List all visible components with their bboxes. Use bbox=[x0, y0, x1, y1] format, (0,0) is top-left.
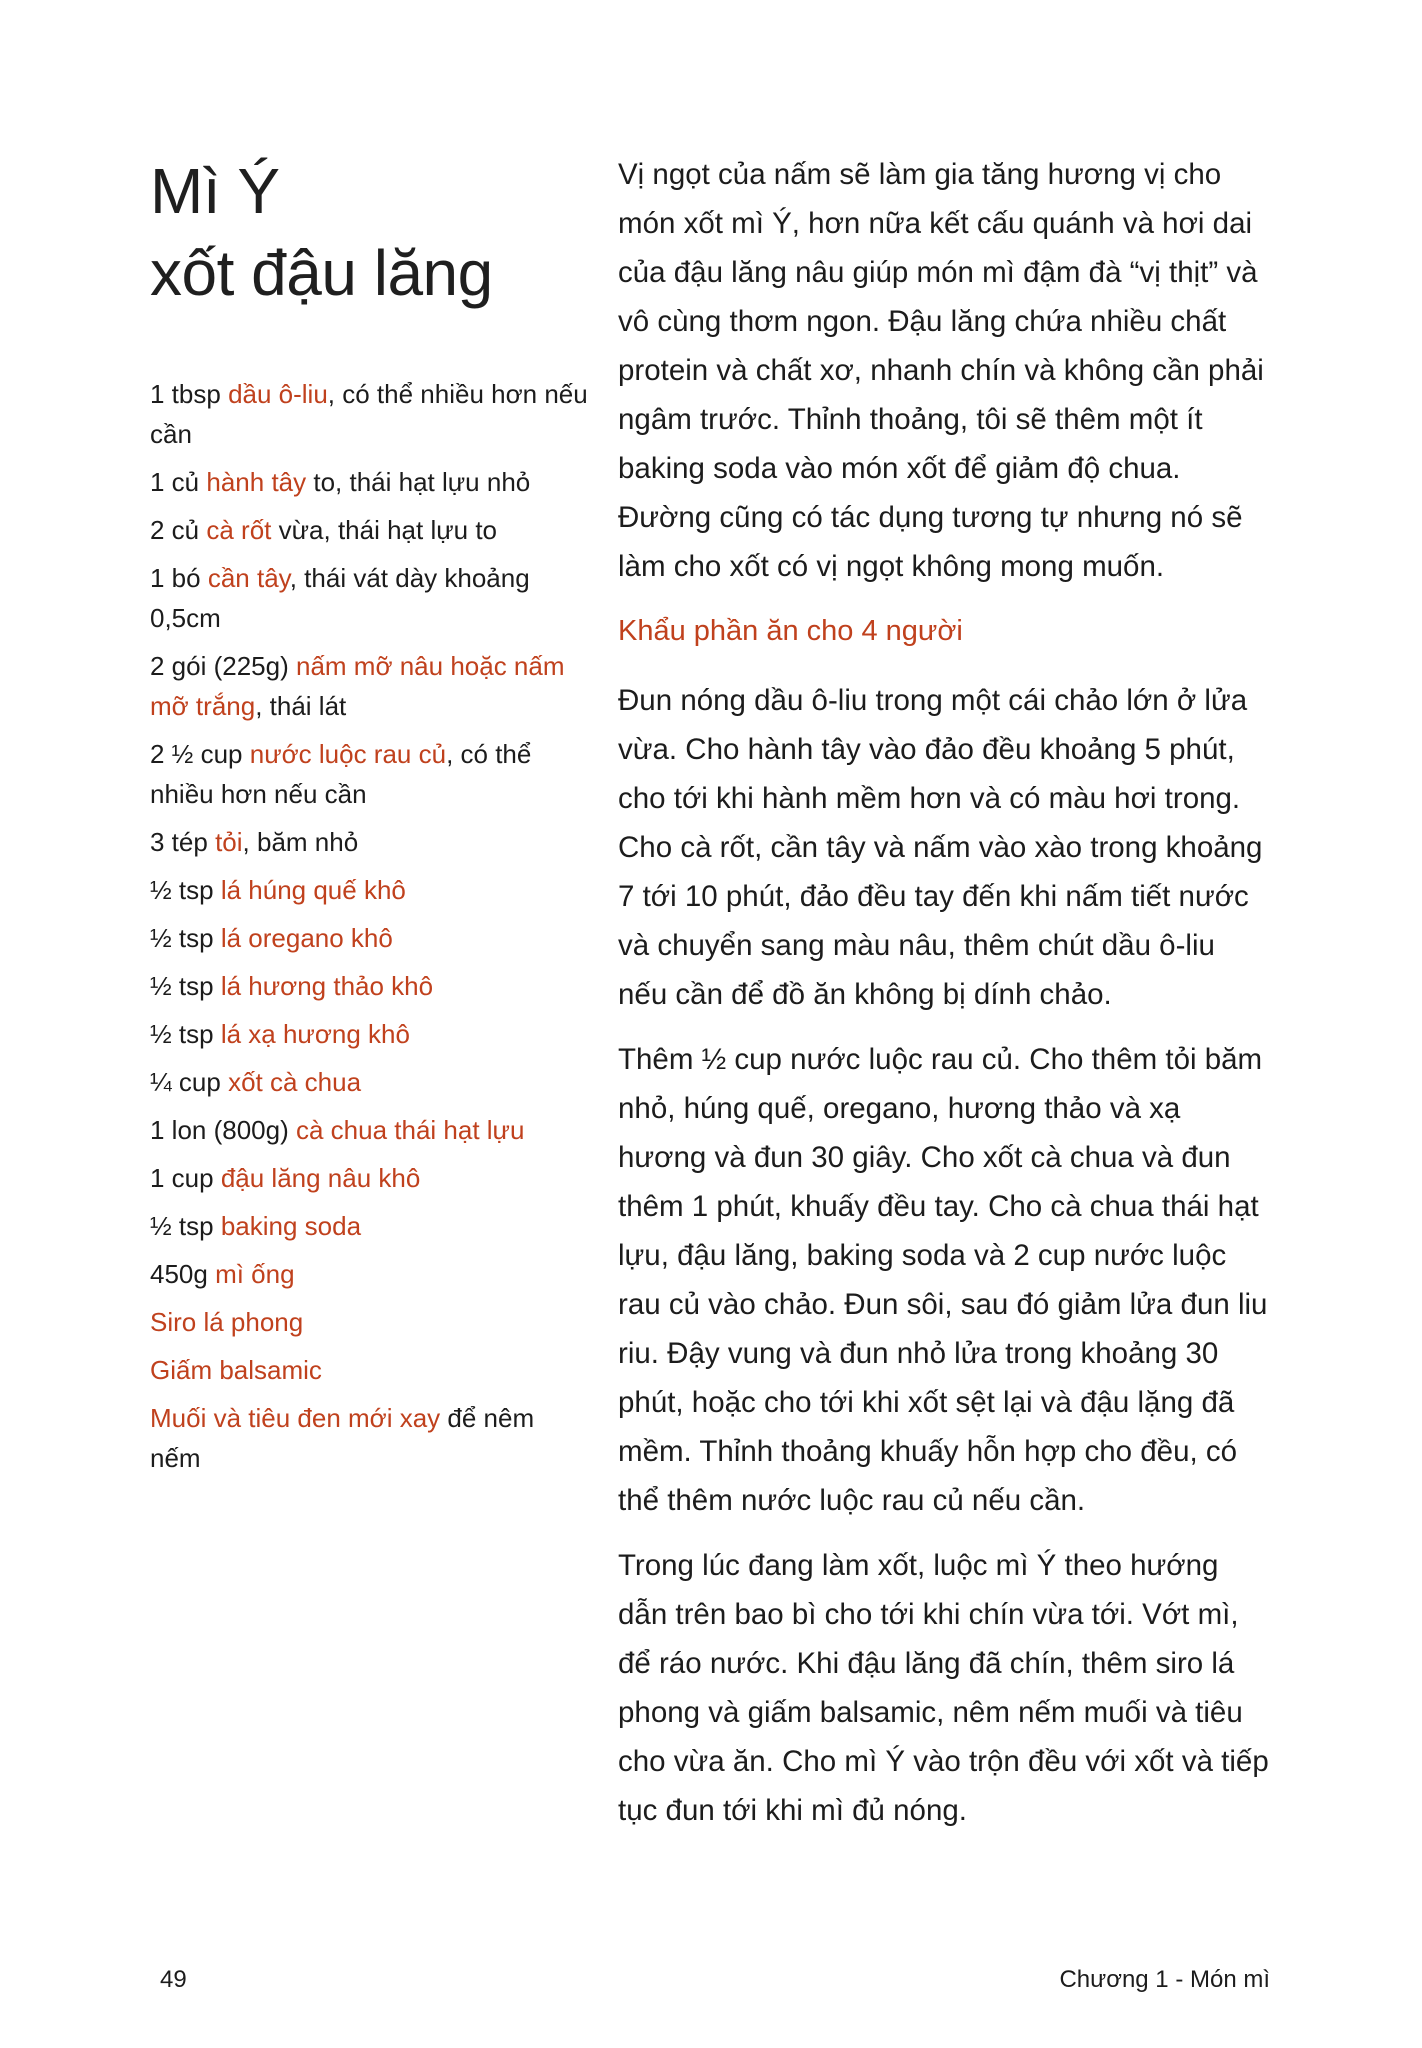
ingredient-list bbox=[150, 374, 590, 1478]
ingredient-item: 1 lon (800g) cà chua thái hạt lựu bbox=[150, 1115, 525, 1145]
intro-paragraph: Vị ngọt của nấm sẽ làm gia tăng hương vị cho món xốt mì Ý, hơn nữa kết cấu quánh và hơi dai của đậu lăng nâu giúp món mì đậm đà “vị thịt” và vô cùng thơm ngon. Đậu lăng chứa nhiều chất protein và chất xơ, nhanh chín và không cần phải ngâm trước. Thỉnh thoảng, tôi sẽ thêm một ít baking soda vào món xốt để giảm độ chua. Đường cũng có tác dụng tương tự nhưng nó sẽ làm cho xốt có vị ngọt không mong muốn. bbox=[618, 158, 1264, 583]
ingredient-item: 2 củ cà rốt vừa, thái hạt lựu to bbox=[150, 515, 498, 545]
ingredient-name: tỏi bbox=[215, 827, 243, 857]
recipe-title bbox=[150, 150, 590, 314]
instruction-step-3: Trong lúc đang làm xốt, luộc mì Ý theo hướng dẫn trên bao bì cho tới khi chín vừa tới. Vớt mì, để ráo nước. Khi đậu lăng đã chín, thêm siro lá phong và giấm balsamic, nêm nếm muối và tiêu cho vừa ăn. Cho mì Ý vào trộn đều với xốt và tiếp tục đun tới khi mì đủ nóng. bbox=[618, 1549, 1269, 1827]
ingredient-name: nấm mỡ nâu hoặc nấm mỡ trắng bbox=[150, 651, 565, 721]
ingredient-item: 1 cup đậu lăng nâu khô bbox=[150, 1163, 421, 1193]
ingredient-item: ½ tsp lá hương thảo khô bbox=[150, 971, 434, 1001]
ingredient-name: mì ống bbox=[215, 1259, 295, 1289]
ingredient-name: Siro lá phong bbox=[150, 1307, 304, 1337]
ingredient-item: 1 bó cần tây, thái vát dày khoảng 0,5cm bbox=[150, 563, 530, 633]
ingredient-item: 450g mì ống bbox=[150, 1259, 295, 1289]
serving-heading: Khẩu phần ăn cho 4 người bbox=[618, 615, 963, 647]
ingredient-name: đậu lăng nâu khô bbox=[220, 1163, 421, 1193]
ingredient-name: cà chua thái hạt lựu bbox=[295, 1115, 525, 1145]
instruction-step-1: Đun nóng dầu ô-liu trong một cái chảo lớn ở lửa vừa. Cho hành tây vào đảo đều khoảng 5 phút, cho tới khi hành mềm hơn và có màu hơi trong. Cho cà rốt, cần tây và nấm vào xào trong khoảng 7 tới 10 phút, đảo đều tay đến khi nấm tiết nước và chuyển sang màu nâu, thêm chút dầu ô-liu nếu cần để đồ ăn không bị dính chảo. bbox=[618, 684, 1263, 1011]
ingredient-item: 2 gói (225g) nấm mỡ nâu hoặc nấm mỡ trắng, thái lát bbox=[150, 651, 565, 721]
ingredient-item: ½ tsp baking soda bbox=[150, 1211, 362, 1241]
page-number: 49 bbox=[160, 1966, 187, 1993]
ingredient-name: cần tây bbox=[207, 563, 290, 593]
ingredient-item: 2 ½ cup nước luộc rau củ, có thể nhiều hơn nếu cần bbox=[150, 739, 532, 809]
ingredient-name: lá hương thảo khô bbox=[220, 971, 434, 1001]
right-column bbox=[618, 150, 1270, 1851]
recipe-title-line-2: xốt đậu lăng bbox=[150, 237, 493, 309]
ingredient-item bbox=[150, 1302, 590, 1342]
instruction-step-2: Thêm ½ cup nước luộc rau củ. Cho thêm tỏi băm nhỏ, húng quế, oregano, hương thảo và xạ hương và đun 30 giây. Cho xốt cà chua và đun thêm 1 phút, khuấy đều tay. Cho cà chua thái hạt lựu, đậu lăng, baking soda và 2 cup nước luộc rau củ vào chảo. Đun sôi, sau đó giảm lửa đun liu riu. Đậy vung và đun nhỏ lửa trong khoảng 30 phút, hoặc cho tới khi xốt sệt lại và đậu lặng đã mềm. Thỉnh thoảng khuấy hỗn hợp cho đều, có thể thêm nước luộc rau củ nếu cần. bbox=[618, 1043, 1268, 1517]
ingredient-item bbox=[150, 1350, 590, 1390]
ingredient-name: Muối và tiêu đen mới xay bbox=[150, 1403, 441, 1433]
ingredient-name: hành tây bbox=[206, 467, 307, 497]
ingredient-name: lá xạ hương khô bbox=[220, 1019, 410, 1049]
chapter-label: Chương 1 - Món mì bbox=[1059, 1966, 1270, 1993]
ingredient-item: 1 củ hành tây to, thái hạt lựu nhỏ bbox=[150, 467, 531, 497]
ingredient-item: ½ tsp lá oregano khô bbox=[150, 923, 393, 953]
ingredient-item: Muối và tiêu đen mới xay để nêm nếm bbox=[150, 1403, 535, 1473]
ingredient-name: Giấm balsamic bbox=[150, 1355, 322, 1385]
ingredient-name: xốt cà chua bbox=[228, 1067, 362, 1097]
ingredient-name: lá húng quế khô bbox=[220, 875, 406, 905]
ingredient-name: nước luộc rau củ bbox=[249, 739, 447, 769]
ingredient-name: lá oregano khô bbox=[220, 923, 393, 953]
ingredient-item: 1 tbsp dầu ô-liu, có thể nhiều hơn nếu cần bbox=[150, 379, 588, 449]
recipe-title-line-1: Mì Ý bbox=[150, 155, 280, 227]
left-column bbox=[150, 150, 590, 1486]
ingredient-item: 3 tép tỏi, băm nhỏ bbox=[150, 827, 359, 857]
ingredient-item: ½ tsp lá xạ hương khô bbox=[150, 1019, 410, 1049]
ingredient-name: dầu ô-liu bbox=[228, 379, 328, 409]
ingredient-name: baking soda bbox=[220, 1211, 362, 1241]
ingredient-name: cà rốt bbox=[206, 515, 272, 545]
ingredient-item: ¼ cup xốt cà chua bbox=[150, 1067, 362, 1097]
ingredient-item: ½ tsp lá húng quế khô bbox=[150, 875, 406, 905]
